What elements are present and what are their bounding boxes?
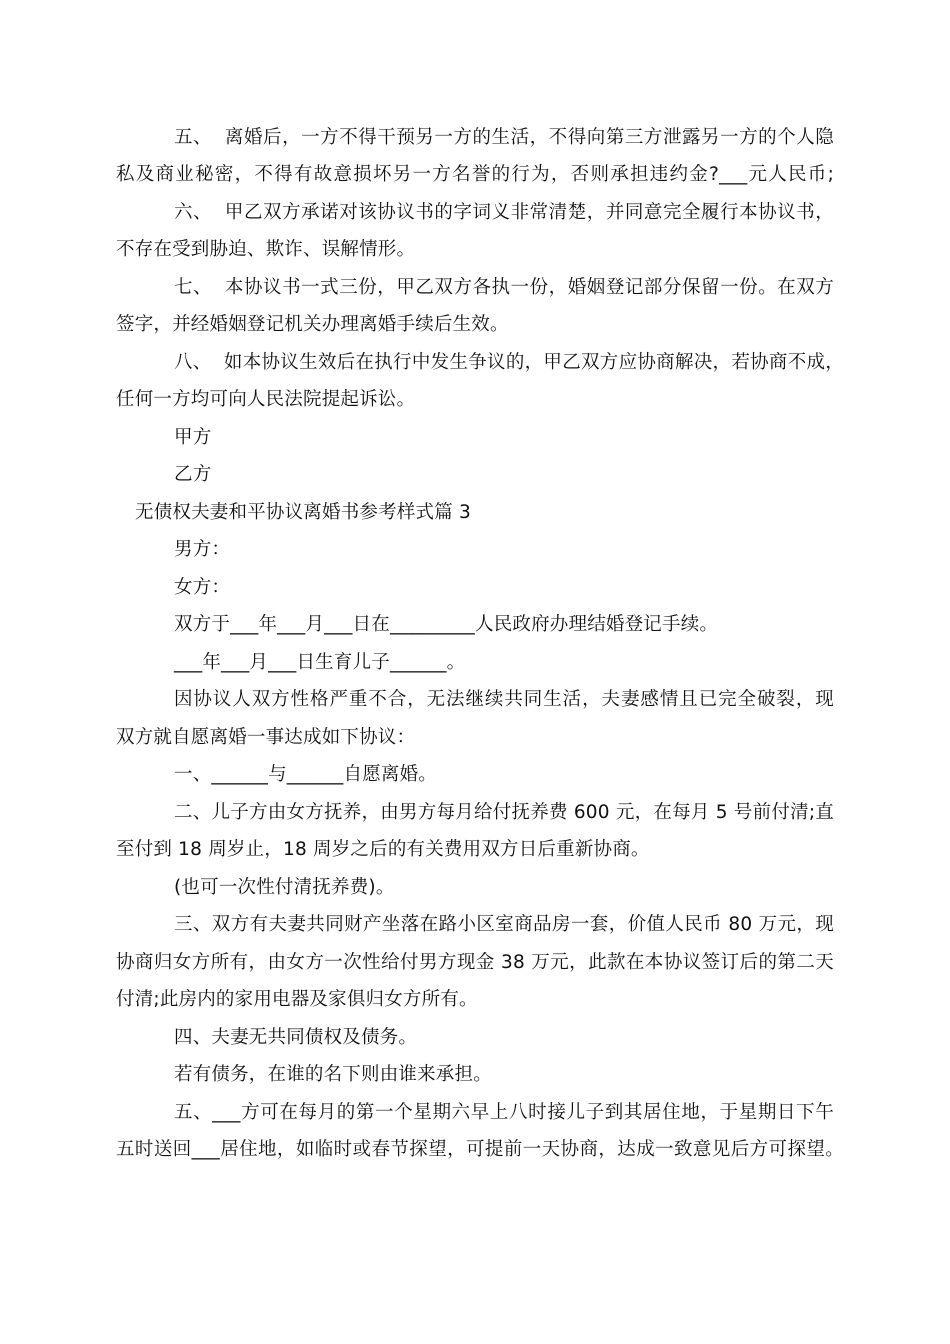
paragraph-line: 协商归女方所有，由女方一次性给付男方现金 38 万元，此款在本协议签订后的第二天 (116, 952, 834, 973)
paragraph-line: 若有债务，在谁的名下则由谁来承担。 (174, 1064, 492, 1085)
paragraph-line: 不存在受到胁迫、欺诈、误解情形。 (116, 239, 416, 260)
paragraph-line: 四、夫妻无共同债权及债务。 (174, 1027, 418, 1048)
field-label-female: 女方： (174, 577, 231, 598)
paragraph-line: 因协议人双方性格严重不合，无法继续共同生活，夫妻感情且已完全破裂，现 (174, 689, 834, 710)
paragraph-line: 五、 离婚后，一方不得干预另一方的生活，不得向第三方泄露另一方的个人隐 (174, 127, 834, 148)
paragraph-line: 五、___方可在每月的第一个星期六早上八时接儿子到其居住地，于星期日下午 (174, 1102, 834, 1123)
paragraph-line: ___年___月___日生育儿子______。 (174, 652, 466, 673)
paragraph-line: 签字，并经婚姻登记机关办理离婚手续后生效。 (116, 314, 509, 335)
signature-label-party-b: 乙方 (174, 464, 212, 485)
signature-label-party-a: 甲方 (174, 427, 212, 448)
paragraph-line: 六、 甲乙双方承诺对该协议书的字词义非常清楚，并同意完全履行本协议书， (174, 202, 834, 223)
paragraph-line: (也可一次性付清抚养费)。 (174, 877, 395, 898)
paragraph-line: 付清;此房内的家用电器及家俱归女方所有。 (116, 989, 478, 1010)
paragraph-line: 双方于___年___月___日在_________人民政府办理结婚登记手续。 (174, 614, 719, 635)
paragraph-line: 私及商业秘密，不得有故意损坏另一方名誉的行为，否则承担违约金?___元人民币; (116, 164, 834, 185)
section-heading: 无债权夫妻和平协议离婚书参考样式篇 3 (135, 502, 471, 523)
paragraph-line: 至付到 18 周岁止，18 周岁之后的有关费用双方日后重新协商。 (116, 839, 650, 860)
paragraph-line: 双方就自愿离婚一事达成如下协议： (116, 727, 416, 748)
field-label-male: 男方： (174, 539, 231, 560)
paragraph-line: 二、儿子方由女方抚养，由男方每月给付抚养费 600 元，在每月 5 号前付清;直 (174, 802, 834, 823)
paragraph-line: 三、双方有夫妻共同财产坐落在路小区室商品房一套，价值人民币 80 万元，现 (174, 914, 834, 935)
paragraph-line: 八、 如本协议生效后在执行中发生争议的，甲乙双方应协商解决，若协商不成， (174, 352, 844, 373)
paragraph-line: 七、 本协议书一式三份，甲乙双方各执一份，婚姻登记部分保留一份。在双方 (174, 277, 834, 298)
paragraph-line: 五时送回___居住地，如临时或春节探望，可提前一天协商，达成一致意见后方可探望。 (116, 1139, 844, 1160)
paragraph-line: 一、______与______自愿离婚。 (174, 764, 438, 785)
paragraph-line: 任何一方均可向人民法院提起诉讼。 (116, 389, 416, 410)
